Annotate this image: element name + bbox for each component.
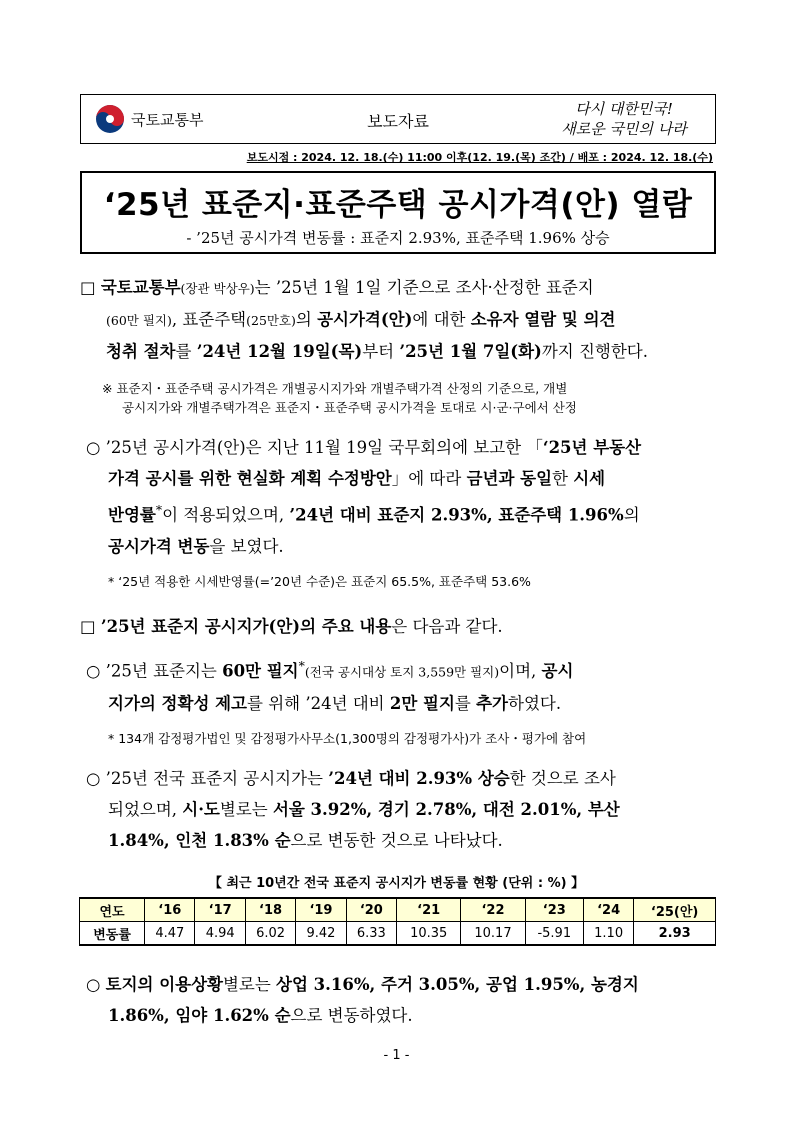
b2-emph: 지가의 정확성 제고: [108, 693, 248, 713]
b2-text: 하였다.: [508, 693, 562, 713]
s2-text: 은 다음과 같다.: [391, 617, 503, 636]
s1-text: 는 ’25년 1월 1일 기준으로 조사·산정한 표준지: [254, 278, 594, 297]
b2-text: 를: [454, 693, 477, 713]
note-1-line-1: ※ 표준지・표준주택 공시가격은 개별공시지가와 개별주택가격 산정의 기준으로, 개별: [102, 381, 568, 396]
s1-ministry: 국토교통부: [100, 278, 181, 297]
table-row-header: 연도: [80, 898, 145, 922]
b2-emph: 2만 필지: [389, 693, 455, 713]
table-rate-cell: 2.93: [634, 922, 716, 946]
s1-count: (60만 필지): [106, 313, 172, 328]
table-rate-cell: 10.17: [461, 922, 525, 946]
s1-emph: 공시가격(안): [317, 310, 413, 329]
table-rate-cell: 9.42: [296, 922, 346, 946]
b2-emph: 추가: [476, 693, 508, 713]
b1-emph: ’24년 대비 표준지 2.93%, 표준주택 1.96%: [289, 505, 624, 525]
bullet-marker: ○: [86, 438, 101, 457]
bullet-marker: ○: [86, 769, 101, 788]
table-year-cell: ‘16: [145, 898, 195, 922]
b2-footnote-mark: *: [298, 658, 305, 673]
table-rate-cell: 10.35: [397, 922, 461, 946]
b1-text: 이 적용되었으며,: [162, 505, 290, 525]
table-rate-cell: 4.47: [145, 922, 195, 946]
b2-text: 이며,: [499, 661, 542, 681]
s1-text: 까지 진행한다.: [541, 342, 648, 361]
table-year-cell: ‘21: [397, 898, 461, 922]
b1-text: ’25년 공시가격(안)은 지난 11월 19일 국무회의에 보고한 「: [105, 438, 543, 457]
bullet-marker: ○: [86, 975, 101, 994]
b2-emph: 60만 필지: [222, 661, 299, 681]
b3-text: 별로는: [219, 800, 273, 819]
b1-text: 을 보였다.: [209, 536, 284, 556]
b3-text: 한 것으로 조사: [509, 769, 616, 788]
table-year-cell: ‘22: [461, 898, 525, 922]
bullet-2: [86, 650, 720, 719]
b4-emph: 1.86%, 임야 1.62% 순: [108, 1006, 291, 1025]
b4-emph: 토지의 이용상황: [105, 975, 223, 994]
b4-emph: 상업 3.16%, 주거 3.05%, 공업 1.95%, 농경지: [276, 975, 639, 994]
s1-text: , 표준주택: [171, 310, 247, 329]
section-2: [80, 611, 720, 642]
s1-emph: 소유자 열람 및 의견: [470, 310, 616, 329]
release-info: 보도시점 : 2024. 12. 18.(수) 11:00 이후(12. 19.(목) 조간) / 배포 : 2024. 12. 18.(수): [246, 151, 713, 164]
note-1: [102, 379, 717, 417]
s1-text: 에 대한: [412, 310, 471, 329]
slogan: [549, 99, 699, 139]
b3-emph: 1.84%, 인천 1.83% 순: [108, 831, 291, 850]
s1-emph: 청취 절차: [106, 342, 176, 361]
page-title: ‘25년 표준지·표준주택 공시가격(안) 열람: [103, 187, 693, 223]
b1-emph: 가격 공시를 위한 현실화 계획 수정방안: [108, 469, 392, 488]
b4-text: 으로 변동하였다.: [290, 1006, 413, 1025]
header-box: [80, 94, 716, 144]
table-rate-cell: 6.02: [245, 922, 295, 946]
table-rate-cell: 4.94: [195, 922, 245, 946]
b1-emph: 반영률: [108, 505, 156, 525]
b1-text: 한: [552, 469, 574, 488]
page-number: - 1 -: [383, 1048, 410, 1063]
ministry-name: 국토교통부: [131, 110, 204, 129]
table-header-row: [80, 898, 716, 922]
note-3: * 134개 감정평가법인 및 감정평가사무소(1,300명의 감정평가사)가 조사・평가에 참여: [108, 731, 587, 746]
slogan-line-1: 다시 대한민국!: [575, 100, 673, 118]
slogan-line-2: 새로운 국민의 나라: [561, 120, 687, 138]
title-box: [80, 171, 716, 254]
bullet-marker: ○: [86, 661, 101, 681]
section-box-marker: □: [80, 617, 96, 636]
s1-minister: (장관 박상우): [180, 281, 255, 296]
table-row: [80, 922, 716, 946]
table-rate-cell: 1.10: [583, 922, 633, 946]
note-2: * ‘25년 적용한 시세반영률(=’20년 수준)은 표준지 65.5%, 표준주택 53.6%: [108, 574, 531, 589]
s2-emph: ’25년 표준지 공시지가(안)의 주요 내용: [100, 617, 392, 636]
b1-emph: 시세: [573, 469, 606, 488]
b3-text: 으로 변동한 것으로 나타났다.: [290, 831, 503, 850]
b1-emph: 금년과 동일: [466, 469, 553, 488]
b1-emph: 공시가격 변동: [108, 536, 210, 556]
table-year-cell: ‘19: [296, 898, 346, 922]
table-rate-cell: 6.33: [346, 922, 396, 946]
section-box-marker: □: [80, 278, 96, 297]
doc-type-label: 보도자료: [367, 112, 429, 131]
b3-emph: ’24년 대비 2.93% 상승: [328, 769, 510, 788]
b2-text: 를 위해 ’24년 대비: [247, 693, 390, 713]
b1-text: 의: [623, 505, 640, 525]
b3-text: 되었으며,: [108, 800, 183, 819]
s1-text: 를: [175, 342, 197, 361]
table-caption: 【 최근 10년간 전국 표준지 공시지가 변동률 현황 (단위 : %) 】: [208, 876, 585, 891]
b3-emph: 서울 3.92%, 경기 2.78%, 대전 2.01%, 부산: [272, 800, 620, 819]
b3-emph: 시·도: [182, 800, 220, 819]
s1-date-start: ’24년 12월 19일(목): [196, 342, 363, 361]
b2-emph: 공시: [541, 661, 574, 681]
b2-text: (전국 공시대상 토지 3,559만 필지): [304, 664, 500, 680]
b1-text: 」에 따라: [391, 469, 467, 488]
bullet-4: [86, 969, 720, 1031]
table-year-cell: ‘17: [195, 898, 245, 922]
b1-footnote-mark: *: [155, 502, 163, 517]
table-year-cell: ‘20: [346, 898, 396, 922]
s1-text: 의: [295, 310, 318, 329]
table-year-cell: ‘25(안): [634, 898, 716, 922]
s1-date-end: ’25년 1월 7일(화): [399, 342, 542, 361]
b1-emph: ‘25년 부동산: [542, 438, 642, 457]
rate-table: [79, 897, 716, 946]
table-year-cell: ‘24: [583, 898, 633, 922]
b4-text: 별로는: [222, 975, 277, 994]
table-row-header: 변동률: [80, 922, 145, 946]
table-year-cell: ‘23: [525, 898, 583, 922]
b3-text: ’25년 전국 표준지 공시지가는: [105, 769, 329, 788]
b2-text: ’25년 표준지는: [105, 661, 223, 681]
bullet-1: [86, 432, 720, 562]
table-year-cell: ‘18: [245, 898, 295, 922]
s1-text: 부터: [362, 342, 400, 361]
s1-count: (25만호): [246, 313, 296, 328]
page-subtitle: - ’25년 공시가격 변동률 : 표준지 2.93%, 표준주택 1.96% 상승: [186, 229, 610, 247]
bullet-3: [86, 763, 720, 856]
note-1-line-2: 공시지가와 개별주택가격은 표준지・표준주택 공시가격을 토대로 시·군·구에서 산정: [122, 400, 577, 415]
section-1: [80, 272, 720, 367]
table-rate-cell: -5.91: [525, 922, 583, 946]
